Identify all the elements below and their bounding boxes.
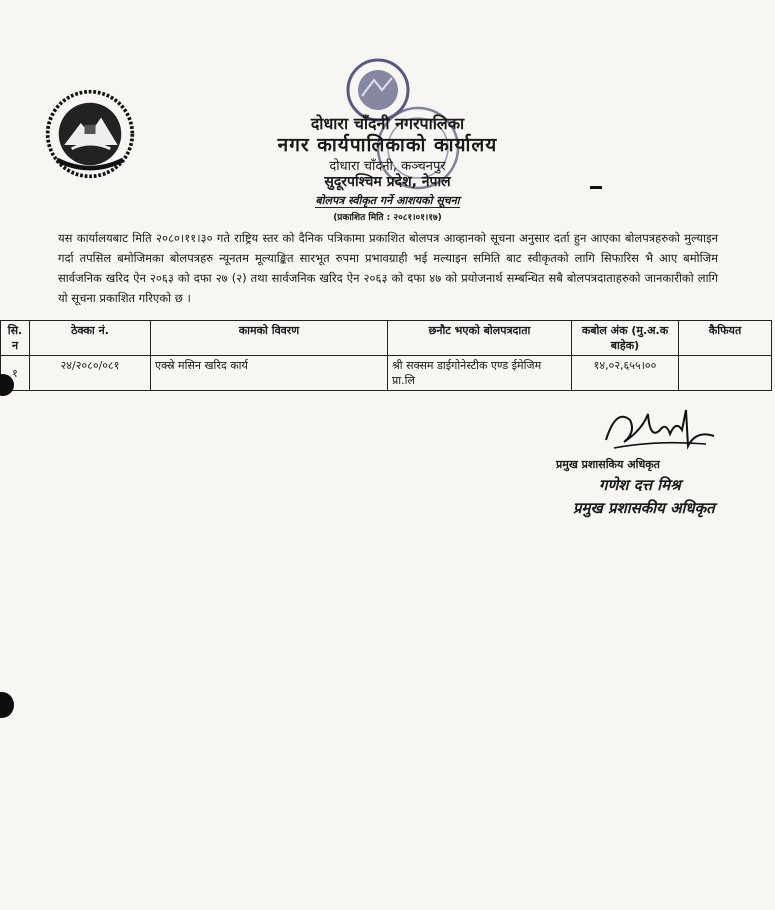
col-header-amount: कबोल अंक (मु.अ.क बाहेक) [572, 321, 679, 356]
col-header-description: कामको विवरण [151, 321, 388, 356]
bid-table [0, 320, 772, 391]
province-name: सुदूरपश्चिम प्रदेश, नेपाल [324, 174, 451, 190]
cell-bidder: श्री सक्सम डाईगोनेस्टीक एण्ड ईमेजिम प्रा.लि [388, 356, 572, 391]
signatory-name: गणेश दत्त मिश्र [599, 476, 681, 494]
published-date: (प्रकाशित मिति : २०८१।०१।१७) [333, 213, 442, 223]
office-address: दोधारा चाँदनी, कञ्चनपुर [329, 159, 446, 174]
signatory-title: प्रमुख प्रशासकीय अधिकृत [573, 499, 715, 517]
cell-description: एक्स्रे मसिन खरिद कार्य [151, 356, 388, 391]
municipality-name: दोधारा चाँदनी नगरपालिका [310, 114, 465, 133]
notice-body: यस कार्यालयबाट मिति २०८०।११।३० गते राष्ट्रिय स्तर को दैनिक पत्रिकामा प्रकाशित बोलपत्र आव्हानको सूचना अनुसार दर्ता हुन आएका बोलपत्रहरुको मुल्याइन गर्दा तपसिल बमोजिमका बोलपत्रहरु न्यूनतम मूल्याङ्कित सारभूत रुपमा प्रभावग्राही भई मल्याइन समिति बाट स्वीकृतको लागि सिफारिस भै आए बमोजिम सार्वजनिक खरिद ऐन २०६३ को दफा २७ (२) तथा सार्वजनिक खरिद ऐन २०६३ को दफा ४७ को प्रयोजनार्थ सम्बन्धित सबै बोलपत्रदाताहरुको जानकारीको लागि यो सूचना प्रकाशित गरिएको छ । [58, 231, 718, 305]
col-header-sn: सि. न [1, 321, 30, 356]
col-header-remarks: कैफियत [679, 321, 772, 356]
signatory-role-small: प्रमुख प्रशासकिय अधिकृत [556, 458, 660, 471]
punch-hole-mark [0, 692, 14, 718]
ink-mark [590, 186, 602, 189]
notice-title [0, 193, 775, 208]
cell-remarks [679, 356, 772, 391]
notice-title-text: बोलपत्र स्वीकृत गर्ने आशयको सूचना [315, 194, 460, 207]
cell-amount: १४,०२,६५५।०० [572, 356, 679, 391]
col-header-bidder: छनौट भएको बोलपत्रदाता [388, 321, 572, 356]
table-header-row [1, 321, 772, 356]
cell-contract-no: २४/२०८०/०८१ [30, 356, 151, 391]
cell-sn: १ [1, 356, 30, 391]
col-header-contract-no: ठेक्का नं. [30, 321, 151, 356]
office-name: नगर कार्यपालिकाको कार्यालय [277, 134, 498, 156]
table-row [1, 356, 772, 391]
